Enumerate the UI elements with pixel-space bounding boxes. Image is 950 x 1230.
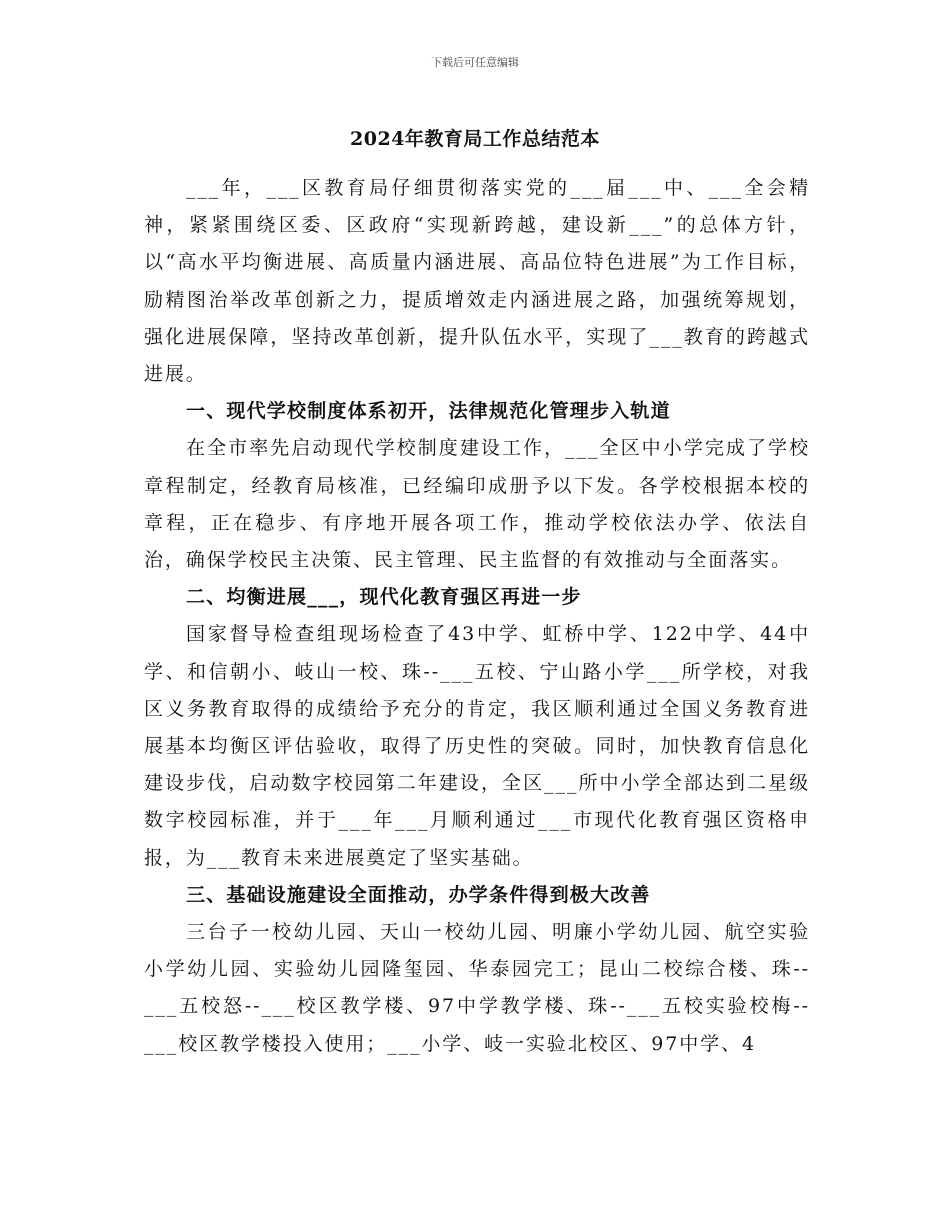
section-heading-3: 三、基础设施建设全面推动，办学条件得到极大改善 <box>186 883 651 906</box>
section-heading-2: 二、均衡进展___，现代化教育强区再进一步 <box>186 586 582 609</box>
section-body-2: 国家督导检查组现场检查了43中学、虹桥中学、122中学、44中学、和信朝小、岐山一校、珠--___五校、宁山路小学___所学校，对我区义务教育取得的成绩给予充分的肯定，我区顺利通过全国义务教育进展基本均衡区评估验收，取得了历史性的突破。同时，加快教育信息化建设步伐，启动数字校园第二年建设，全区___所中小学全部达到二星级数字校园标准，并于___年___月顺利通过___市现代化教育强区资格申报，为___教育未来进展奠定了坚实基础。 <box>144 623 810 869</box>
intro-paragraph: ___年，___区教育局仔细贯彻落实党的___届___中、___全会精神，紧紧围绕区委、区政府“实现新跨越，建设新___”的总体方针，以“高水平均衡进展、高质量内涵进展、高品位特色进展”为工作目标，励精图治举改革创新之力，提质增效走内涵进展之路，加强统筹规划，强化进展保障，坚持改革创新，提升队伍水平，实现了___教育的跨越式进展。 <box>144 177 810 386</box>
header-note: 下载后可任意编辑 <box>431 56 519 69</box>
section-body-3: 三台子一校幼儿园、天山一校幼儿园、明廉小学幼儿园、航空实验小学幼儿园、实验幼儿园隆玺园、华泰园完工；昆山二校综合楼、珠--___五校怒--___校区教学楼、97中学教学楼、珠--___五校实验校梅--___校区教学楼投入使用；___小学、岐一实验北校区、97中学、4 <box>144 921 810 1055</box>
document-body <box>144 170 810 1063</box>
section-heading-1: 一、现代学校制度体系初开，法律规范化管理步入轨道 <box>186 400 671 423</box>
document-title: 2024年教育局工作总结范本 <box>350 128 600 150</box>
section-body-1: 在全市率先启动现代学校制度建设工作，___全区中小学完成了学校章程制定，经教育局核准，已经编印成册予以下发。各学校根据本校的章程，正在稳步、有序地开展各项工作，推动学校依法办学、依法自治，确保学校民主决策、民主管理、民主监督的有效推动与全面落实。 <box>144 437 810 572</box>
